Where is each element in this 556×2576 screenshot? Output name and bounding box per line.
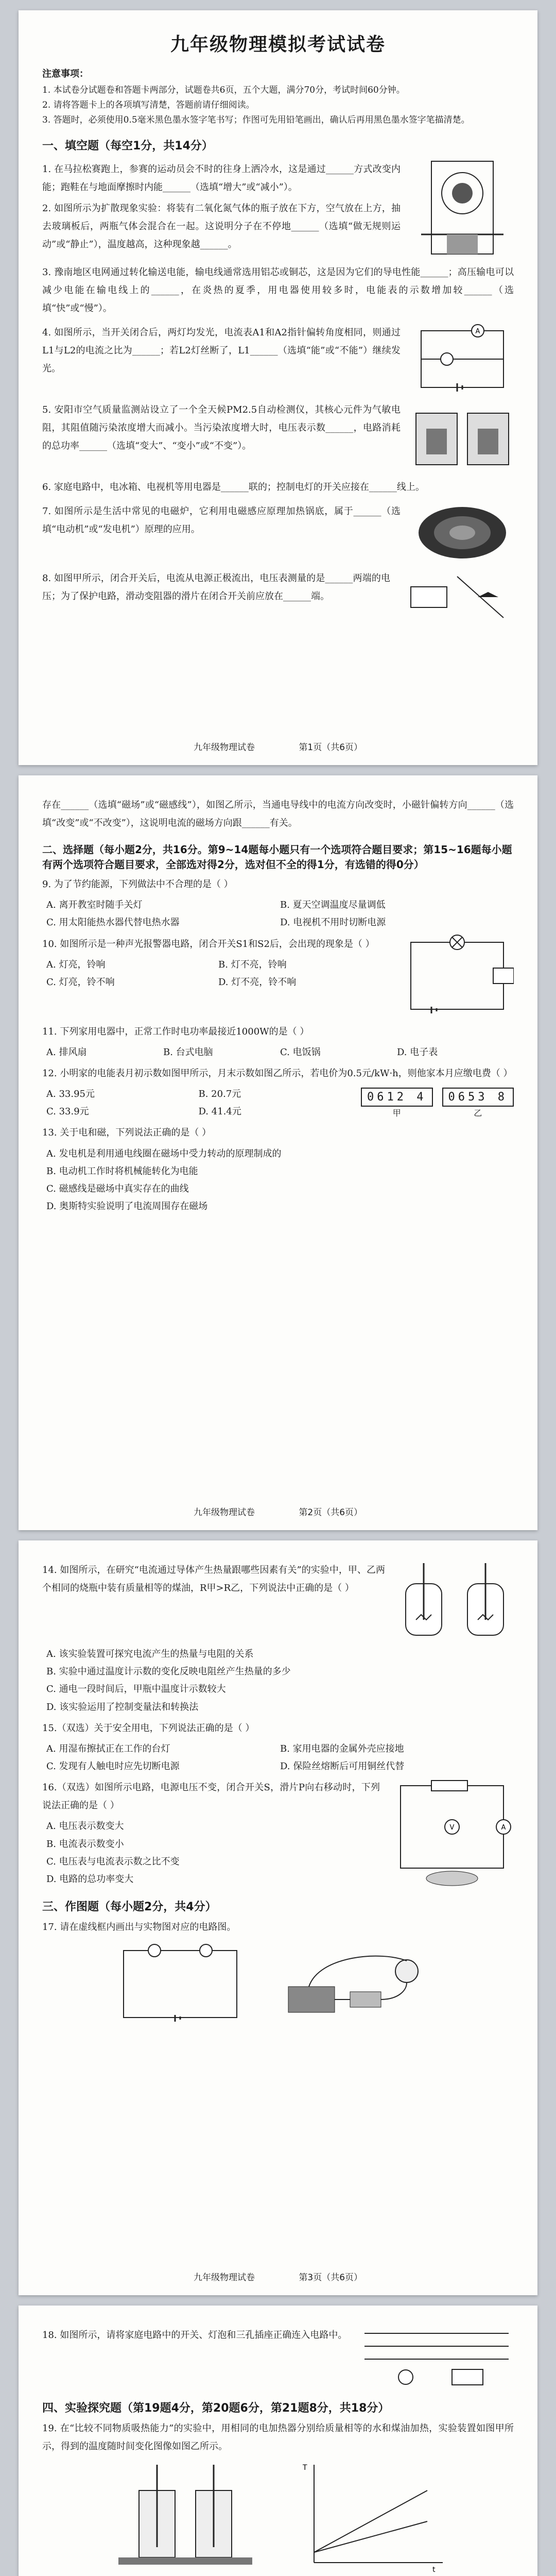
note-item: 1. 本试卷分试题卷和答题卡两部分，试题卷共6页，五个大题，满分70分，考试时间60分钟。 [42, 85, 405, 95]
footer-page: 第2页（共6页） [299, 1507, 363, 1518]
svg-text:V: V [449, 1824, 455, 1832]
footer-page: 第1页（共6页） [299, 742, 363, 753]
option: C. 发现有人触电时应先切断电源 [46, 1761, 180, 1772]
page-footer [19, 2270, 537, 2283]
rheostat-circuit-figure [390, 1775, 514, 1889]
question-4: 4. 如图所示，当开关闭合后，两灯均发光，电流表A1和A2指针偏转角度相同，则通过L1与L2的电流之比为______；若L2灯丝断了，L1______（选填“能”或“不能”）继续发光。 [42, 327, 401, 375]
option: B. 台式电脑 [163, 1046, 213, 1058]
section-heading: 二、选择题（每小题2分，共16分。第9~14题每小题只有一个选项符合题目要求；第15~16题每小题有两个选项符合题目要求，全部选对得2分，选对但不全的得1分，有选错的得0分） [42, 843, 512, 871]
household-wiring-figure [359, 2323, 514, 2390]
option: A. 离开教室时随手关灯 [46, 900, 143, 911]
question-12: 12. 小明家的电能表月初示数如图甲所示，月末示数如图乙所示，若电价为0.5元/kW·h，则他家本月应缴电费（ ） [42, 1067, 513, 1079]
figure-caption: 乙 [474, 1108, 482, 1118]
question-9: 9. 为了节约能源，下列做法中不合理的是（ ） [42, 879, 233, 890]
exam-page-1 [19, 10, 537, 765]
option: C. 33.9元 [46, 1106, 89, 1117]
option: D. 灯不亮，铃不响 [218, 976, 297, 988]
option: C. 通电一段时间后，甲瓶中温度计示数较大 [46, 1684, 226, 1695]
option: D. 电路的总功率变大 [46, 1873, 134, 1885]
page-footer [19, 740, 537, 753]
exam-title: 九年级物理模拟考试试卷 [170, 33, 386, 55]
option: D. 保险丝熔断后可用铜丝代替 [280, 1761, 405, 1772]
option: D. 电视机不用时切断电源 [280, 917, 386, 928]
electric-meter-figure [361, 1088, 514, 1118]
option: B. 夏天空调温度尽量调低 [280, 900, 386, 911]
physical-circuit-figure [278, 1940, 443, 2028]
induction-cooker-figure [411, 499, 514, 566]
option: B. 电动机工作时将机械能转化为电能 [46, 1165, 198, 1177]
magnet-figure [401, 566, 514, 623]
option: C. 用太阳能热水器代替电热水器 [46, 917, 180, 928]
option: C. 电饭锅 [280, 1046, 321, 1058]
option: A. 33.95元 [46, 1089, 95, 1100]
option: A. 发电机是利用通电线圈在磁场中受力转动的原理制成的 [46, 1148, 282, 1159]
svg-text:A: A [501, 1824, 506, 1832]
option: B. 家用电器的金属外壳应接地 [280, 1743, 404, 1754]
option: A. 用湿布擦拭正在工作的台灯 [46, 1743, 170, 1754]
question-10: 10. 如图所示是一种声光报警器电路，闭合开关S1和S2后，会出现的现象是（ ） [42, 938, 375, 950]
question-11: 11. 下列家用电器中，正常工作时电功率最接近1000W的是（ ） [42, 1026, 309, 1037]
note-item: 3. 答题时，必须使用0.5毫米黑色墨水签字笔书写；作图可先用铅笔画出，确认后再用黑色墨水签字笔描清楚。 [42, 114, 470, 125]
section-heading: 四、实验探究题（第19题4分，第20题6分，第21题8分，共18分） [42, 2402, 390, 2415]
question-8: 8. 如图甲所示，闭合开关后，电流从电源正极流出，电压表测量的是______两端的电压；为了保护电路，滑动变阻器的滑片在闭合开关前应放在______端。 [42, 573, 390, 602]
option: B. 灯不亮，铃响 [218, 959, 287, 970]
notes-heading: 注意事项： [42, 69, 89, 79]
q19-figures [42, 2460, 514, 2576]
section-heading: 一、填空题（每空1分，共14分） [42, 139, 213, 152]
q17-figures [42, 1940, 514, 2028]
question-7: 7. 如图所示是生活中常见的电磁炉，它利用电磁感应原理加热锅底，属于______（选填“电动机”或“发电机”）原理的应用。 [42, 506, 401, 535]
parallel-circuit-figure [411, 320, 514, 398]
question-3: 3. 豫南地区电网通过转化输送电能，输电线通常选用铝芯或铜芯，这是因为它们的导电性能______；高压输电可以减少电能在输电线上的______，在炎热的夏季，用电器使用较多时，电能表的示数增加较______（选填“快”或“慢”）。 [42, 266, 514, 314]
temperature-time-graph [293, 2460, 448, 2576]
meter-reading: 0612 4 [361, 1088, 432, 1107]
meter-reading: 0653 8 [442, 1088, 514, 1107]
heating-apparatus-figure [108, 2460, 263, 2576]
option: A. 排风扇 [46, 1046, 87, 1058]
question-13: 13. 关于电和磁，下列说法正确的是（ ） [42, 1127, 212, 1139]
option: A. 电压表示数变大 [46, 1821, 124, 1832]
footer-label: 九年级物理试卷 [193, 742, 255, 753]
question-1: 1. 在马拉松赛跑上，参赛的运动员会不时的往身上洒冷水，这是通过______方式改变内能；跑鞋在与地面摩擦时内能______（选填“增大”或“减小”）。 [42, 163, 401, 193]
question-5: 5. 安阳市空气质量监测站设立了一个全天候PM2.5自动检测仪，其核心元件为气敏电阻，其阻值随污染浓度增大而减小。当污染浓度增大时，电压表示数______，电路消耗的总功率______（选填“变大”、“变小”或“不变”）。 [42, 404, 401, 452]
question-15: 15.（双选）关于安全用电，下列说法正确的是（ ） [42, 1722, 255, 1734]
option: D. 41.4元 [198, 1106, 241, 1117]
footer-label: 九年级物理试卷 [193, 1507, 255, 1518]
question-18: 18. 如图所示，请将家庭电路中的开关、灯泡和三孔插座正确连入电路中。 [42, 2330, 348, 2341]
option: C. 灯亮，铃不响 [46, 976, 115, 988]
question-6: 6. 家庭电路中，电冰箱、电视机等用电器是______联的；控制电灯的开关应接在______线上。 [42, 481, 425, 493]
exam-page-3 [19, 1540, 537, 2295]
option: A. 灯亮，铃响 [46, 959, 106, 970]
svg-text:A: A [475, 327, 480, 335]
exam-page-4 [19, 2306, 537, 2576]
exam-page-2 [19, 775, 537, 1530]
question-17: 17. 请在虚线框内画出与实物图对应的电路图。 [42, 1922, 236, 1933]
sensor-figure [411, 398, 514, 475]
footer-page: 第3页（共6页） [299, 2273, 363, 2283]
option: D. 奥斯特实验说明了电流周围存在磁场 [46, 1201, 208, 1212]
question-2: 2. 如图所示为扩散现象实验：将装有二氧化氮气体的瓶子放在下方，空气放在上方，抽去玻璃板后，两瓶气体会混合在一起。这说明分子在不停地______（选填“做无规则运动”或“静止”），温度越高，这种现象越______。 [42, 202, 401, 250]
heating-flask-figure [395, 1558, 514, 1646]
option: D. 电子表 [397, 1046, 438, 1058]
footer-label: 九年级物理试卷 [193, 2273, 255, 2283]
option: B. 电流表示数变小 [46, 1838, 124, 1850]
question-19: 19. 在“比较不同物质吸热能力”的实验中，用相同的电加热器分别给质量相等的水和煤油加热，实验装置如图甲所示，得到的温度随时间变化图像如图乙所示。 [42, 2423, 514, 2452]
option: A. 该实验装置可探究电流产生的热量与电阻的关系 [46, 1649, 254, 1659]
page-footer [19, 1505, 537, 1518]
option: D. 该实验运用了控制变量法和转换法 [46, 1701, 199, 1713]
note-item: 2. 请将答题卡上的各项填写清楚，答题前请仔细阅读。 [42, 99, 255, 110]
question-16: 16.（双选）如图所示电路，电源电压不变，闭合开关S，滑片P向右移动时，下列说法正确的是（ ） [42, 1782, 380, 1811]
option: B. 20.7元 [198, 1089, 241, 1100]
option: C. 磁感线是磁场中真实存在的曲线 [46, 1183, 189, 1194]
option: B. 实验中通过温度计示数的变化反映电阻丝产生热量的多少 [46, 1666, 291, 1677]
diffusion-figure [411, 157, 514, 260]
option: C. 电压表与电流表示数之比不变 [46, 1856, 180, 1867]
figure-caption: 甲 [392, 1108, 401, 1118]
alarm-circuit-figure [401, 932, 514, 1020]
section-heading: 三、作图题（每小题2分，共4分） [42, 1901, 217, 1914]
svg-text:T: T [303, 2464, 307, 2472]
question-8-continued: 存在______（选填“磁场”或“磁感线”），如图乙所示，当通电导线中的电流方向改变时，小磁针偏转方向______（选填“改变”或“不改变”），这说明电流的磁场方向跟______有关。 [42, 800, 514, 829]
svg-text:t: t [432, 2566, 436, 2574]
circuit-diagram-box [113, 1940, 247, 2028]
question-14: 14. 如图所示，在研究“电流通过导体产生热量跟哪些因素有关”的实验中，甲、乙两个相同的烧瓶中装有质量相等的煤油，R甲>R乙，下列说法中正确的是（ ） [42, 1565, 385, 1594]
